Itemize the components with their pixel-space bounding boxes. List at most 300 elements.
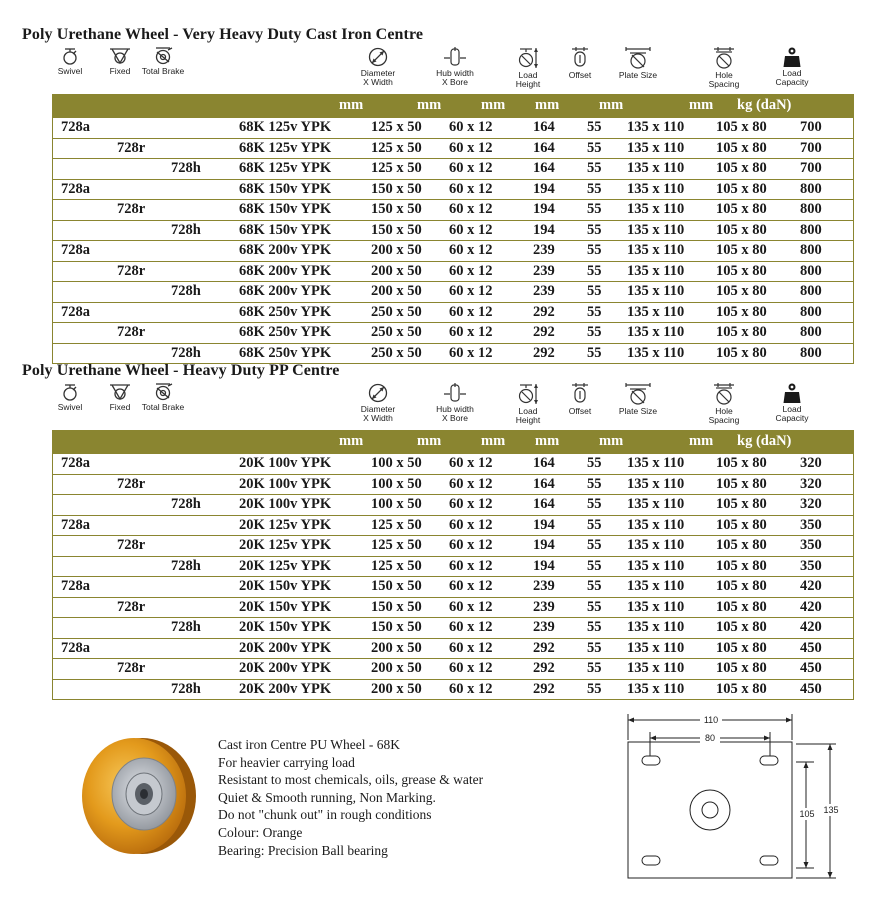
hub-width-column-icon	[431, 382, 479, 423]
table-cell: 135 x 110	[627, 516, 685, 533]
table-cell: 55	[587, 496, 602, 512]
diameter-column-icon	[352, 382, 404, 423]
table-cell: 20K 125v YPK	[239, 557, 332, 574]
table-cell: 105 x 80	[716, 139, 767, 156]
table-cell: 800	[800, 283, 822, 299]
load-capacity-icon	[770, 46, 814, 68]
table-cell: 60 x 12	[449, 119, 493, 135]
plate-size-icon	[613, 46, 663, 70]
unit-label: mm	[599, 97, 624, 113]
icon-label: Offset	[568, 406, 592, 416]
table-cell: 105 x 80	[716, 496, 767, 512]
unit-label: mm	[339, 97, 364, 113]
unit-label: mm	[417, 433, 442, 449]
table-cell: 200 x 50	[371, 242, 422, 258]
hub-width-column-icon	[431, 46, 479, 87]
table-cell: 100 x 50	[371, 475, 422, 492]
table-cell: 250 x 50	[371, 324, 422, 340]
table-cell: 68K 250v YPK	[239, 303, 332, 320]
table-cell: 135 x 110	[627, 578, 685, 594]
load-height-icon	[508, 382, 548, 406]
table-cell: 135 x 110	[627, 598, 685, 615]
hole-spacing-icon	[702, 382, 746, 406]
table-cell: 20K 125v YPK	[239, 516, 332, 533]
icon-label: Hub width	[436, 68, 474, 78]
table-cell: 20K 100v YPK	[239, 455, 332, 471]
unit-label: mm	[339, 433, 364, 449]
table-cell: 105 x 80	[716, 639, 767, 656]
table-cell: 20K 150v YPK	[239, 598, 332, 615]
table-cell: 239	[533, 598, 555, 615]
table-cell: 60 x 12	[449, 516, 493, 533]
hub-width-icon	[431, 46, 479, 68]
fixed-caster-column-icon	[104, 46, 136, 76]
section-title: Poly Urethane Wheel - Heavy Duty PP Centre	[22, 362, 340, 379]
load-height-icon	[508, 46, 548, 70]
table-cell: 60 x 12	[449, 455, 493, 471]
table-row	[53, 240, 853, 261]
icon-label: Height	[515, 415, 541, 425]
table-cell: 194	[533, 557, 555, 574]
table-cell: 292	[533, 344, 555, 361]
table-cell: 105 x 80	[716, 119, 767, 135]
table-cell: 60 x 12	[449, 557, 493, 574]
description-line: Cast iron Centre PU Wheel - 68K	[218, 737, 400, 752]
load-capacity-icon	[770, 382, 814, 404]
icon-label: Total Brake	[141, 402, 185, 412]
table-cell: 20K 200v YPK	[239, 660, 332, 676]
plate-size-column-icon	[613, 46, 663, 80]
table-row	[53, 679, 853, 700]
spec-table	[52, 430, 854, 700]
table-cell: 450	[800, 660, 822, 676]
table-cell: 194	[533, 537, 555, 553]
table-cell: 320	[800, 475, 822, 492]
table-cell: 292	[533, 324, 555, 340]
unit-header-row	[53, 95, 853, 117]
icon-label: Load	[518, 406, 538, 416]
section-title: Poly Urethane Wheel - Very Heavy Duty Cast Iron Centre	[22, 26, 424, 43]
table-cell: 105 x 80	[716, 303, 767, 320]
table-cell: 55	[587, 201, 602, 217]
table-cell: 125 x 50	[371, 160, 422, 176]
table-cell: 55	[587, 324, 602, 340]
table-cell: 60 x 12	[449, 324, 493, 340]
table-cell: 100 x 50	[371, 496, 422, 512]
table-cell: 800	[800, 344, 822, 361]
table-cell: 55	[587, 475, 602, 492]
diameter-icon	[352, 46, 404, 68]
table-cell: 200 x 50	[371, 262, 422, 279]
offset-icon	[563, 46, 597, 70]
total-brake-caster-icon	[136, 46, 190, 66]
table-cell: 55	[587, 303, 602, 320]
table-cell: 164	[533, 455, 555, 471]
plate-outline	[628, 742, 792, 878]
table-cell: 60 x 12	[449, 201, 493, 217]
table-cell: 728h	[171, 344, 201, 361]
table-cell: 60 x 12	[449, 180, 493, 197]
table-cell: 728r	[117, 598, 146, 615]
table-cell: 420	[800, 578, 822, 594]
table-cell: 135 x 110	[627, 262, 685, 279]
table-cell: 68K 200v YPK	[239, 283, 332, 299]
table-cell: 55	[587, 283, 602, 299]
table-cell: 150 x 50	[371, 619, 422, 635]
dim-hole-height: 105	[799, 809, 815, 819]
table-cell: 55	[587, 660, 602, 676]
swivel-caster-column-icon	[52, 46, 88, 76]
plate-size-column-icon	[613, 382, 663, 416]
table-cell: 20K 100v YPK	[239, 475, 332, 492]
table-cell: 239	[533, 262, 555, 279]
icon-label: Plate Size	[618, 70, 658, 80]
table-cell: 105 x 80	[716, 619, 767, 635]
total-brake-caster-column-icon	[136, 46, 190, 76]
icon-label: Hole	[715, 70, 733, 80]
table-cell: 450	[800, 639, 822, 656]
table-cell: 68K 125v YPK	[239, 139, 332, 156]
table-cell: 728r	[117, 201, 146, 217]
table-cell: 105 x 80	[716, 475, 767, 492]
table-cell: 125 x 50	[371, 537, 422, 553]
table-cell: 728h	[171, 680, 201, 697]
table-cell: 68K 125v YPK	[239, 119, 332, 135]
table-cell: 135 x 110	[627, 496, 685, 512]
table-cell: 60 x 12	[449, 303, 493, 320]
unit-label: mm	[481, 433, 506, 449]
table-cell: 60 x 12	[449, 160, 493, 176]
table-cell: 800	[800, 201, 822, 217]
table-cell: 105 x 80	[716, 242, 767, 258]
table-cell: 55	[587, 578, 602, 594]
table-cell: 420	[800, 598, 822, 615]
table-cell: 60 x 12	[449, 283, 493, 299]
table-cell: 135 x 110	[627, 242, 685, 258]
table-cell: 728a	[61, 455, 90, 471]
table-cell: 135 x 110	[627, 660, 685, 676]
icon-label: X Width	[363, 413, 393, 423]
table-cell: 105 x 80	[716, 283, 767, 299]
fixed-caster-icon	[104, 382, 136, 402]
table-cell: 60 x 12	[449, 619, 493, 635]
table-cell: 200 x 50	[371, 283, 422, 299]
table-cell: 728r	[117, 660, 146, 676]
table-cell: 60 x 12	[449, 262, 493, 279]
unit-label: mm	[417, 97, 442, 113]
icon-label: Hub width	[436, 404, 474, 414]
table-cell: 450	[800, 680, 822, 697]
table-cell: 728a	[61, 516, 90, 533]
table-cell: 150 x 50	[371, 180, 422, 197]
table-cell: 60 x 12	[449, 344, 493, 361]
swivel-caster-column-icon	[52, 382, 88, 412]
plate-size-icon	[613, 382, 663, 406]
unit-label: mm	[481, 97, 506, 113]
icon-label: Diameter	[360, 404, 396, 414]
table-row	[53, 617, 853, 638]
table-row	[53, 658, 853, 679]
table-cell: 292	[533, 660, 555, 676]
table-cell: 320	[800, 455, 822, 471]
table-cell: 135 x 110	[627, 557, 685, 574]
description-line: Resistant to most chemicals, oils, grease & water	[218, 772, 484, 788]
swivel-caster-icon	[52, 46, 88, 66]
table-cell: 105 x 80	[716, 201, 767, 217]
table-cell: 194	[533, 221, 555, 238]
icon-label: Plate Size	[618, 406, 658, 416]
icon-label: X Bore	[442, 77, 468, 87]
unit-label: kg (daN)	[737, 433, 792, 449]
unit-label: mm	[535, 433, 560, 449]
table-cell: 728a	[61, 639, 90, 656]
icon-label: Height	[515, 79, 541, 89]
diameter-column-icon	[352, 46, 404, 87]
table-cell: 68K 150v YPK	[239, 201, 332, 217]
table-cell: 239	[533, 578, 555, 594]
table-cell: 135 x 110	[627, 201, 685, 217]
table-cell: 728a	[61, 578, 90, 594]
table-cell: 164	[533, 119, 555, 135]
table-cell: 150 x 50	[371, 201, 422, 217]
table-cell: 20K 150v YPK	[239, 619, 332, 635]
hole-spacing-column-icon	[702, 46, 746, 89]
offset-icon	[563, 382, 597, 406]
table-cell: 135 x 110	[627, 119, 685, 135]
diameter-icon	[352, 382, 404, 404]
table-cell: 105 x 80	[716, 160, 767, 176]
unit-label: mm	[689, 97, 714, 113]
table-cell: 728h	[171, 160, 201, 176]
table-cell: 292	[533, 639, 555, 656]
table-row	[53, 281, 853, 302]
table-cell: 194	[533, 201, 555, 217]
table-cell: 135 x 110	[627, 619, 685, 635]
icon-label: Load	[782, 68, 802, 78]
wheel-photo	[76, 736, 200, 856]
table-cell: 105 x 80	[716, 262, 767, 279]
table-cell: 800	[800, 324, 822, 340]
table-row	[53, 158, 853, 179]
table-cell: 105 x 80	[716, 557, 767, 574]
table-cell: 728r	[117, 139, 146, 156]
table-row	[53, 515, 853, 536]
table-cell: 135 x 110	[627, 221, 685, 238]
table-row	[53, 179, 853, 200]
table-row	[53, 199, 853, 220]
table-cell: 105 x 80	[716, 221, 767, 238]
table-cell: 105 x 80	[716, 537, 767, 553]
table-cell: 135 x 110	[627, 475, 685, 492]
table-cell: 135 x 110	[627, 139, 685, 156]
icon-label: Load	[782, 404, 802, 414]
table-cell: 250 x 50	[371, 344, 422, 361]
table-cell: 728a	[61, 119, 90, 135]
table-cell: 105 x 80	[716, 180, 767, 197]
table-cell: 728h	[171, 283, 201, 299]
description-line: Do not "chunk out" in rough conditions	[218, 807, 432, 823]
table-cell: 728h	[171, 619, 201, 635]
icon-label: Offset	[568, 70, 592, 80]
table-cell: 105 x 80	[716, 660, 767, 676]
table-cell: 135 x 110	[627, 283, 685, 299]
table-cell: 728h	[171, 496, 201, 512]
total-brake-caster-icon	[136, 382, 190, 402]
load-capacity-column-icon	[770, 46, 814, 87]
table-cell: 100 x 50	[371, 455, 422, 471]
table-cell: 194	[533, 516, 555, 533]
table-cell: 60 x 12	[449, 598, 493, 615]
load-height-column-icon	[508, 382, 548, 425]
table-cell: 292	[533, 680, 555, 697]
table-cell: 20K 150v YPK	[239, 578, 332, 594]
table-row	[53, 117, 853, 138]
table-cell: 728r	[117, 475, 146, 492]
table-cell: 60 x 12	[449, 639, 493, 656]
description-line: Quiet & Smooth running, Non Marking.	[218, 789, 436, 805]
table-cell: 239	[533, 619, 555, 635]
table-cell: 135 x 110	[627, 639, 685, 656]
table-cell: 800	[800, 221, 822, 238]
table-row	[53, 556, 853, 577]
table-cell: 728r	[117, 262, 146, 279]
table-cell: 68K 200v YPK	[239, 242, 332, 258]
table-cell: 135 x 110	[627, 180, 685, 197]
icon-label: X Bore	[442, 413, 468, 423]
table-cell: 105 x 80	[716, 516, 767, 533]
table-cell: 20K 125v YPK	[239, 537, 332, 553]
table-cell: 20K 200v YPK	[239, 639, 332, 656]
table-cell: 700	[800, 139, 822, 156]
table-row	[53, 494, 853, 515]
table-row	[53, 535, 853, 556]
table-cell: 60 x 12	[449, 537, 493, 553]
description-line: Colour: Orange	[218, 824, 303, 840]
table-cell: 105 x 80	[716, 578, 767, 594]
dim-height: 135	[823, 805, 839, 815]
table-cell: 239	[533, 283, 555, 299]
icon-label: Fixed	[109, 66, 131, 76]
table-cell: 105 x 80	[716, 455, 767, 471]
swivel-caster-icon	[52, 382, 88, 402]
table-cell: 60 x 12	[449, 475, 493, 492]
table-cell: 164	[533, 139, 555, 156]
total-brake-caster-column-icon	[136, 382, 190, 412]
table-cell: 320	[800, 496, 822, 512]
table-row	[53, 597, 853, 618]
table-row	[53, 638, 853, 659]
table-cell: 728r	[117, 324, 146, 340]
unit-label: mm	[599, 433, 624, 449]
hole-spacing-column-icon	[702, 382, 746, 425]
table-cell: 200 x 50	[371, 680, 422, 697]
icon-label: Spacing	[708, 415, 740, 425]
offset-column-icon	[563, 46, 597, 80]
fixed-caster-icon	[104, 46, 136, 66]
table-cell: 55	[587, 119, 602, 135]
table-cell: 55	[587, 262, 602, 279]
table-cell: 728a	[61, 303, 90, 320]
table-cell: 728r	[117, 537, 146, 553]
icon-label: Swivel	[57, 66, 83, 76]
table-cell: 55	[587, 180, 602, 197]
icon-label: Capacity	[775, 77, 809, 87]
table-cell: 68K 150v YPK	[239, 221, 332, 238]
table-cell: 55	[587, 344, 602, 361]
table-cell: 55	[587, 557, 602, 574]
table-cell: 194	[533, 180, 555, 197]
table-cell: 150 x 50	[371, 598, 422, 615]
table-cell: 135 x 110	[627, 303, 685, 320]
icon-label: Diameter	[360, 68, 396, 78]
table-cell: 68K 250v YPK	[239, 344, 332, 361]
load-height-column-icon	[508, 46, 548, 89]
product-description	[218, 736, 483, 859]
table-cell: 728h	[171, 221, 201, 238]
table-cell: 55	[587, 639, 602, 656]
unit-header-row	[53, 431, 853, 453]
table-cell: 55	[587, 619, 602, 635]
table-cell: 164	[533, 475, 555, 492]
hub-width-icon	[431, 382, 479, 404]
table-row	[53, 343, 853, 364]
table-cell: 164	[533, 496, 555, 512]
table-cell: 135 x 110	[627, 344, 685, 361]
unit-label: kg (daN)	[737, 97, 792, 113]
table-cell: 125 x 50	[371, 557, 422, 574]
table-cell: 55	[587, 680, 602, 697]
table-cell: 728a	[61, 180, 90, 197]
table-cell: 105 x 80	[716, 324, 767, 340]
table-cell: 350	[800, 516, 822, 533]
table-cell: 55	[587, 139, 602, 156]
table-row	[53, 453, 853, 474]
table-cell: 135 x 110	[627, 160, 685, 176]
table-cell: 60 x 12	[449, 660, 493, 676]
table-row	[53, 138, 853, 159]
table-cell: 135 x 110	[627, 537, 685, 553]
description-line: For heavier carrying load	[218, 754, 355, 770]
icon-label: Fixed	[109, 402, 131, 412]
table-row	[53, 261, 853, 282]
table-cell: 700	[800, 160, 822, 176]
table-cell: 800	[800, 303, 822, 320]
dim-width: 110	[703, 715, 719, 725]
table-cell: 200 x 50	[371, 660, 422, 676]
table-cell: 800	[800, 242, 822, 258]
load-capacity-column-icon	[770, 382, 814, 423]
table-cell: 55	[587, 455, 602, 471]
table-cell: 135 x 110	[627, 324, 685, 340]
table-cell: 350	[800, 537, 822, 553]
table-cell: 150 x 50	[371, 578, 422, 594]
icon-label: Spacing	[708, 79, 740, 89]
table-row	[53, 302, 853, 323]
table-cell: 55	[587, 537, 602, 553]
table-cell: 55	[587, 221, 602, 238]
table-cell: 60 x 12	[449, 139, 493, 156]
table-row	[53, 576, 853, 597]
table-row	[53, 322, 853, 343]
unit-label: mm	[535, 97, 560, 113]
table-row	[53, 220, 853, 241]
table-cell: 20K 100v YPK	[239, 496, 332, 512]
icon-label: Total Brake	[141, 66, 185, 76]
table-cell: 164	[533, 160, 555, 176]
icon-label: Load	[518, 70, 538, 80]
table-cell: 60 x 12	[449, 578, 493, 594]
table-cell: 728a	[61, 242, 90, 258]
